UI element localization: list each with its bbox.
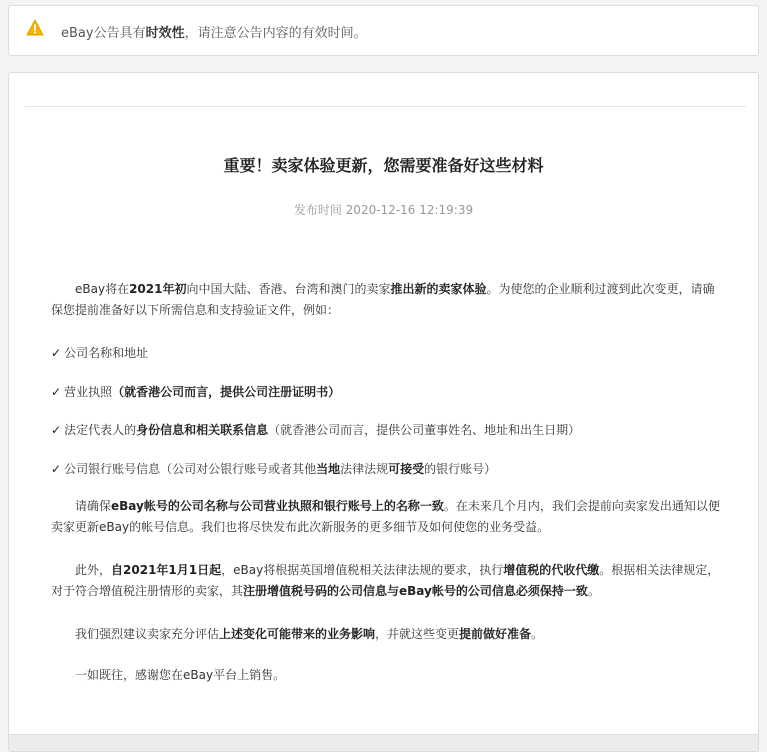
paragraph-recommendation: 我们强烈建议卖家充分评估上述变化可能带来的业务影响，并就这些变更提前做好准备。 (75, 627, 544, 641)
article-card (8, 72, 759, 752)
divider (25, 106, 746, 107)
checklist-item: ✓ 法定代表人的身份信息和相关联系信息（就香港公司而言，提供公司董事姓名、地址和出生日期） (51, 423, 581, 437)
bottom-bar (9, 734, 758, 751)
notice-banner (8, 5, 759, 56)
article-title: 重要！卖家体验更新，您需要准备好这些材料 (223, 156, 544, 175)
paragraph-intro: eBay将在2021年初向中国大陆、香港、台湾和澳门的卖家推出新的卖家体验。为使您的企业顺利过渡到此次变更，请确保您提前准备好以下所需信息和支持验证文件，例如： (51, 282, 715, 317)
checklist-item: ✓ 公司名称和地址 (51, 346, 149, 360)
paragraph-closing: 一如既往，感谢您在eBay平台上销售。 (75, 668, 286, 682)
check-icon: ✓ (51, 346, 62, 360)
checklist-item: ✓ 营业执照（就香港公司而言，提供公司注册证明书） (51, 385, 341, 399)
paragraph-vat: 此外，自2021年1月1日起，eBay将根据英国增值税相关法律法规的要求，执行增值税的代收代缴。根据相关法律规定，对于符合增值税注册情形的卖家，其注册增值税号码的公司信息与eBay帐号的公司信息必须保持一致。 (51, 563, 720, 598)
paragraph-name-consistency: 请确保eBay帐号的公司名称与公司营业执照和银行账号上的名称一致。在未来几个月内，我们会提前向卖家发出通知以便卖家更新eBay的帐号信息。我们也将尽快发布此次新服务的更多细节及如何使您的业务受益。 (51, 499, 720, 534)
checklist-item: ✓ 公司银行账号信息（公司对公银行账号或者其他当地法律法规可接受的银行账号） (51, 462, 497, 476)
warning-icon (26, 19, 44, 36)
check-icon: ✓ (51, 462, 62, 476)
publish-date: 发布时间 2020-12-16 12:19:39 (293, 203, 474, 217)
check-icon: ✓ (51, 385, 62, 399)
check-icon: ✓ (51, 423, 62, 437)
notice-text: eBay公告具有时效性，请注意公告内容的有效时间。 (61, 26, 367, 41)
